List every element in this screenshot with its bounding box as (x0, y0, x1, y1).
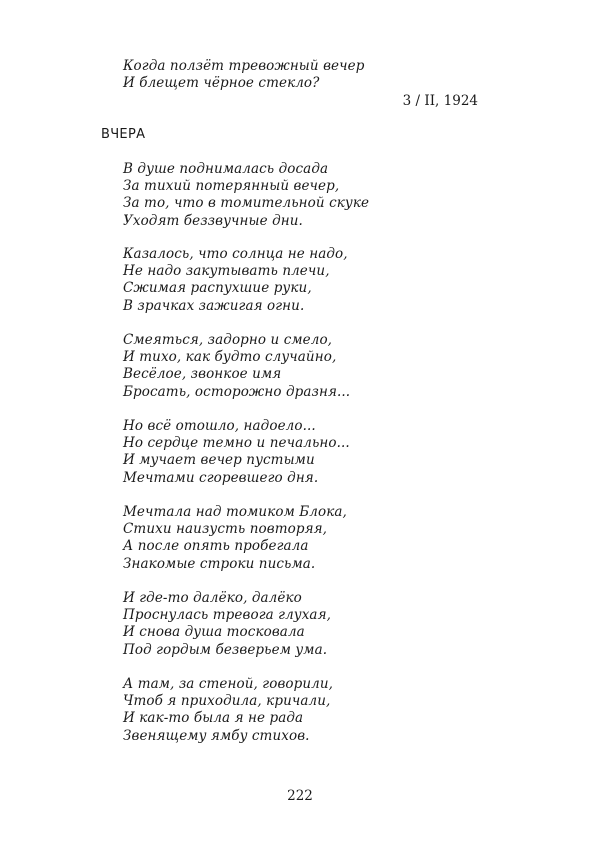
poem-line: Но всё отошло, надоело... (123, 418, 316, 434)
poem-line: А после опять пробегала (123, 538, 309, 555)
poem-line: Бросать, осторожно дразня... (123, 383, 351, 400)
poem-line: Под гордым безверьем ума. (123, 641, 328, 658)
page-number: 222 (287, 788, 313, 804)
poem-line: И снова душа тосковала (123, 624, 305, 641)
stanza-2 (123, 246, 348, 315)
poem-line: За то, что в томительной скуке (123, 195, 370, 212)
poem-line: Чтоб я приходила, кричали, (123, 693, 331, 710)
poem-line: Знакомые строки письма. (123, 555, 316, 572)
poem-line: Сжимая распухшие руки, (123, 280, 312, 297)
poem-line: Когда ползёт тревожный вечер (123, 58, 365, 74)
poem-line: В зрачках зажигая огни. (123, 297, 305, 314)
poem-line: А там, за стеной, говорили, (123, 676, 334, 692)
stanza-1 (123, 161, 369, 230)
poem-line: Но сердце темно и печально... (123, 435, 350, 452)
poem-line: И где-то далёко, далёко (123, 590, 302, 606)
poem-line: Не надо закутывать плечи, (123, 263, 330, 280)
poem-line: И мучает вечер пустыми (123, 452, 315, 469)
poem-line: За тихий потерянный вечер, (123, 178, 340, 195)
poem-line: И как-то была я не рада (123, 710, 304, 727)
stanza-6 (123, 590, 331, 659)
stanza-5 (123, 504, 347, 573)
poem-line: Мечтами сгоревшего дня. (123, 469, 319, 486)
poem-line: Звенящему ямбу стихов. (123, 727, 310, 744)
poem-line: Уходят беззвучные дни. (123, 212, 303, 229)
poem-line: Смеяться, задорно и смело, (123, 332, 333, 348)
stanza-4 (123, 418, 350, 487)
poem-line: Мечтала над томиком Блока, (123, 504, 347, 520)
poem-line: И блещет чёрное стекло? (123, 75, 320, 92)
previous-poem-stanza (123, 58, 364, 92)
poem-title: ВЧЕРА (101, 127, 146, 142)
stanza-7 (123, 676, 333, 745)
poem-date: 3 / II, 1924 (402, 93, 478, 109)
poem-line: И тихо, как будто случайно, (123, 349, 337, 366)
poem-line: Весёлое, звонкое имя (123, 366, 282, 383)
poem-line: Казалось, что солнца не надо, (123, 246, 348, 262)
poem-line: Стихи наизусть повторяя, (123, 521, 328, 538)
poem-line: В душе поднималась досада (123, 161, 329, 177)
stanza-3 (123, 332, 350, 401)
poem-line: Проснулась тревога глухая, (123, 607, 331, 624)
